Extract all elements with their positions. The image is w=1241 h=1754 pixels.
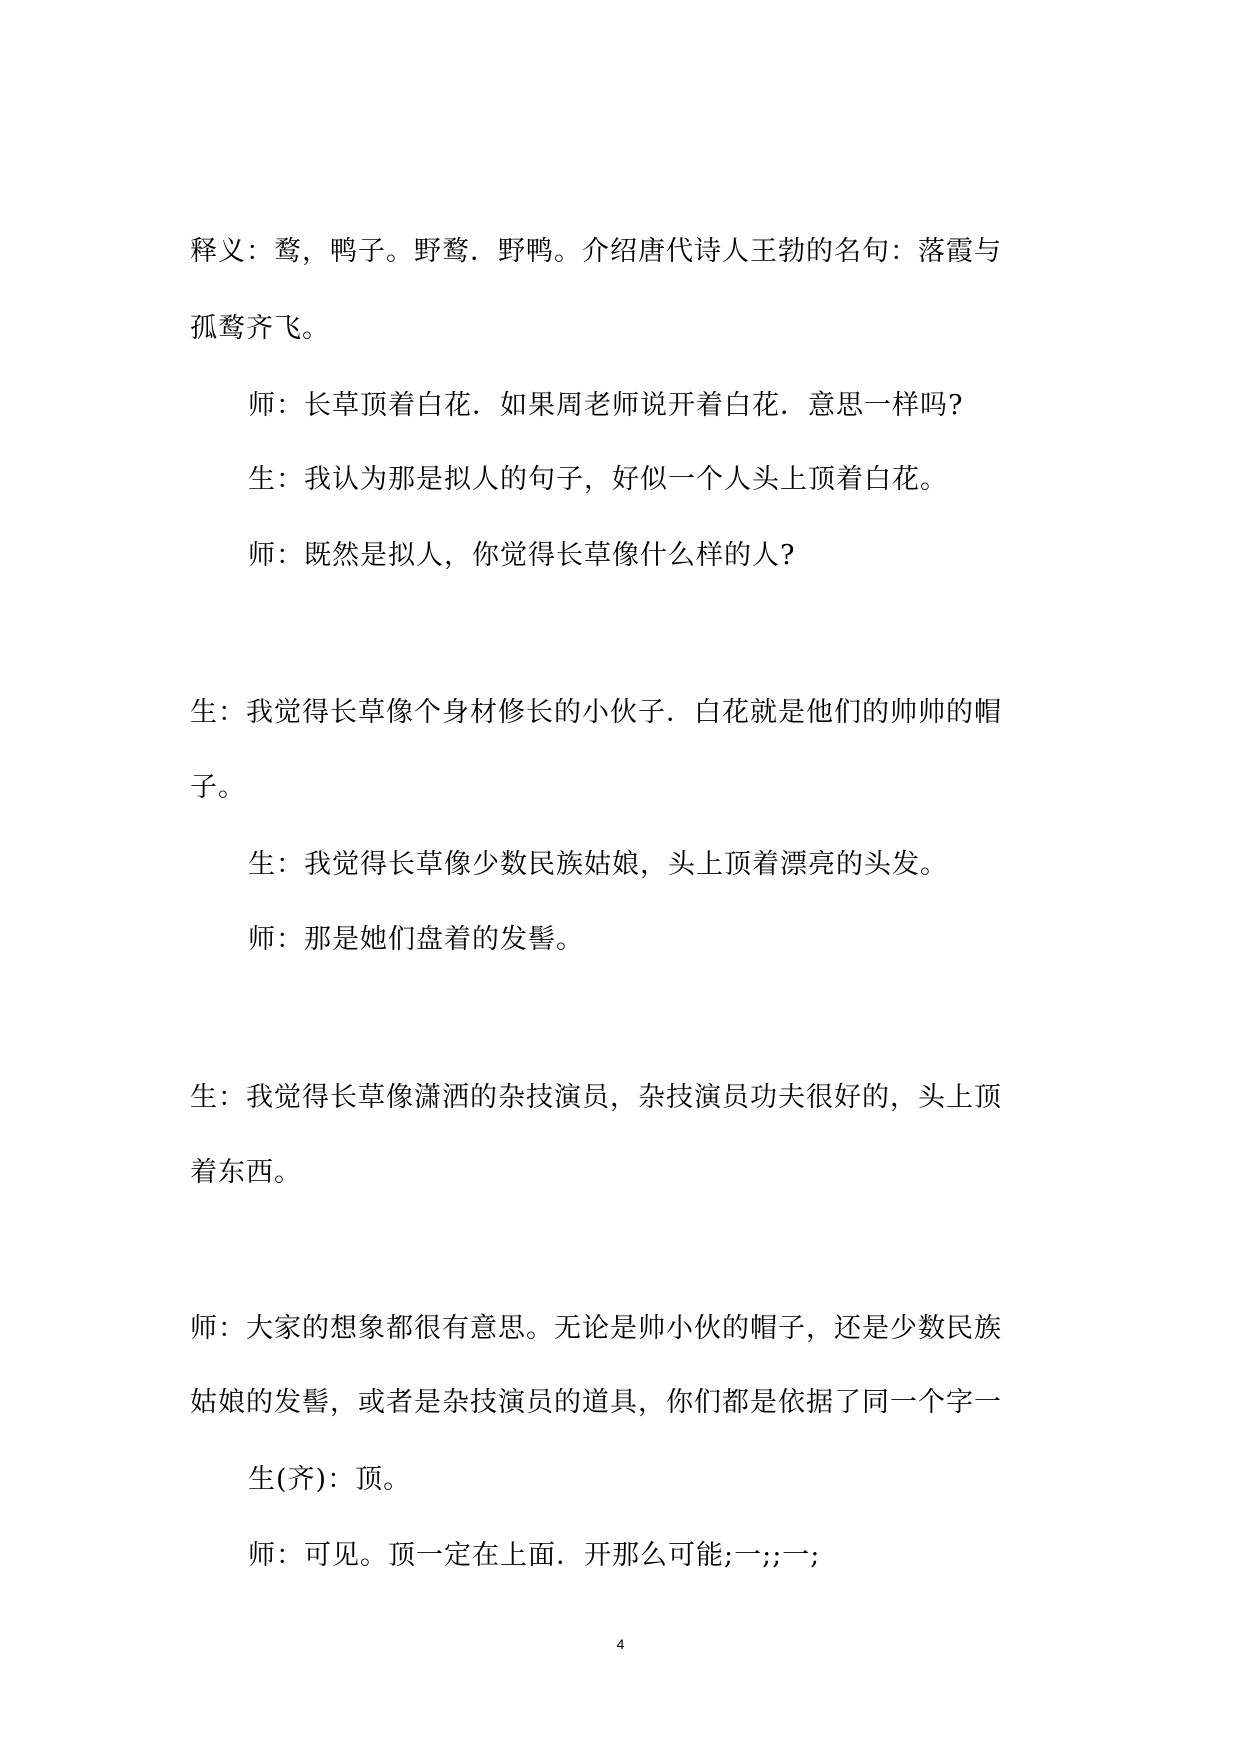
text-line: 师：那是她们盘着的发髻。 [248,924,584,955]
text-line: 生：我认为那是拟人的句子，好似一个人头上顶着白花。 [248,464,948,495]
text-line: 姑娘的发髻，或者是杂技演员的道具，你们都是依据了同一个字一 [190,1387,1002,1418]
text-line: 师：长草顶着白花．如果周老师说开着白花．意思一样吗? [248,390,964,421]
text-line: 着东西。 [190,1157,302,1188]
text-line: 子。 [190,772,246,803]
text-line: 生：我觉得长草像个身材修长的小伙子．白花就是他们的帅帅的帽 [190,697,1002,728]
page-number: 4 [616,1636,625,1652]
text-line: 师：既然是拟人，你觉得长草像什么样的人? [248,540,796,571]
text-line: 生(齐)：顶。 [248,1464,412,1495]
text-line: 释义：鹜，鸭子。野鹜．野鸭。介绍唐代诗人王勃的名句：落霞与 [190,236,1002,267]
text-line: 孤鹜齐飞。 [190,313,330,344]
text-line: 师：大家的想象都很有意思。无论是帅小伙的帽子，还是少数民族 [190,1313,1002,1344]
text-line: 生：我觉得长草像潇洒的杂技演员，杂技演员功夫很好的，头上顶 [190,1082,1002,1113]
text-line: 师：可见。顶一定在上面．开那么可能;一;;一; [248,1540,821,1571]
text-line: 生：我觉得长草像少数民族姑娘，头上顶着漂亮的头发。 [248,849,948,880]
